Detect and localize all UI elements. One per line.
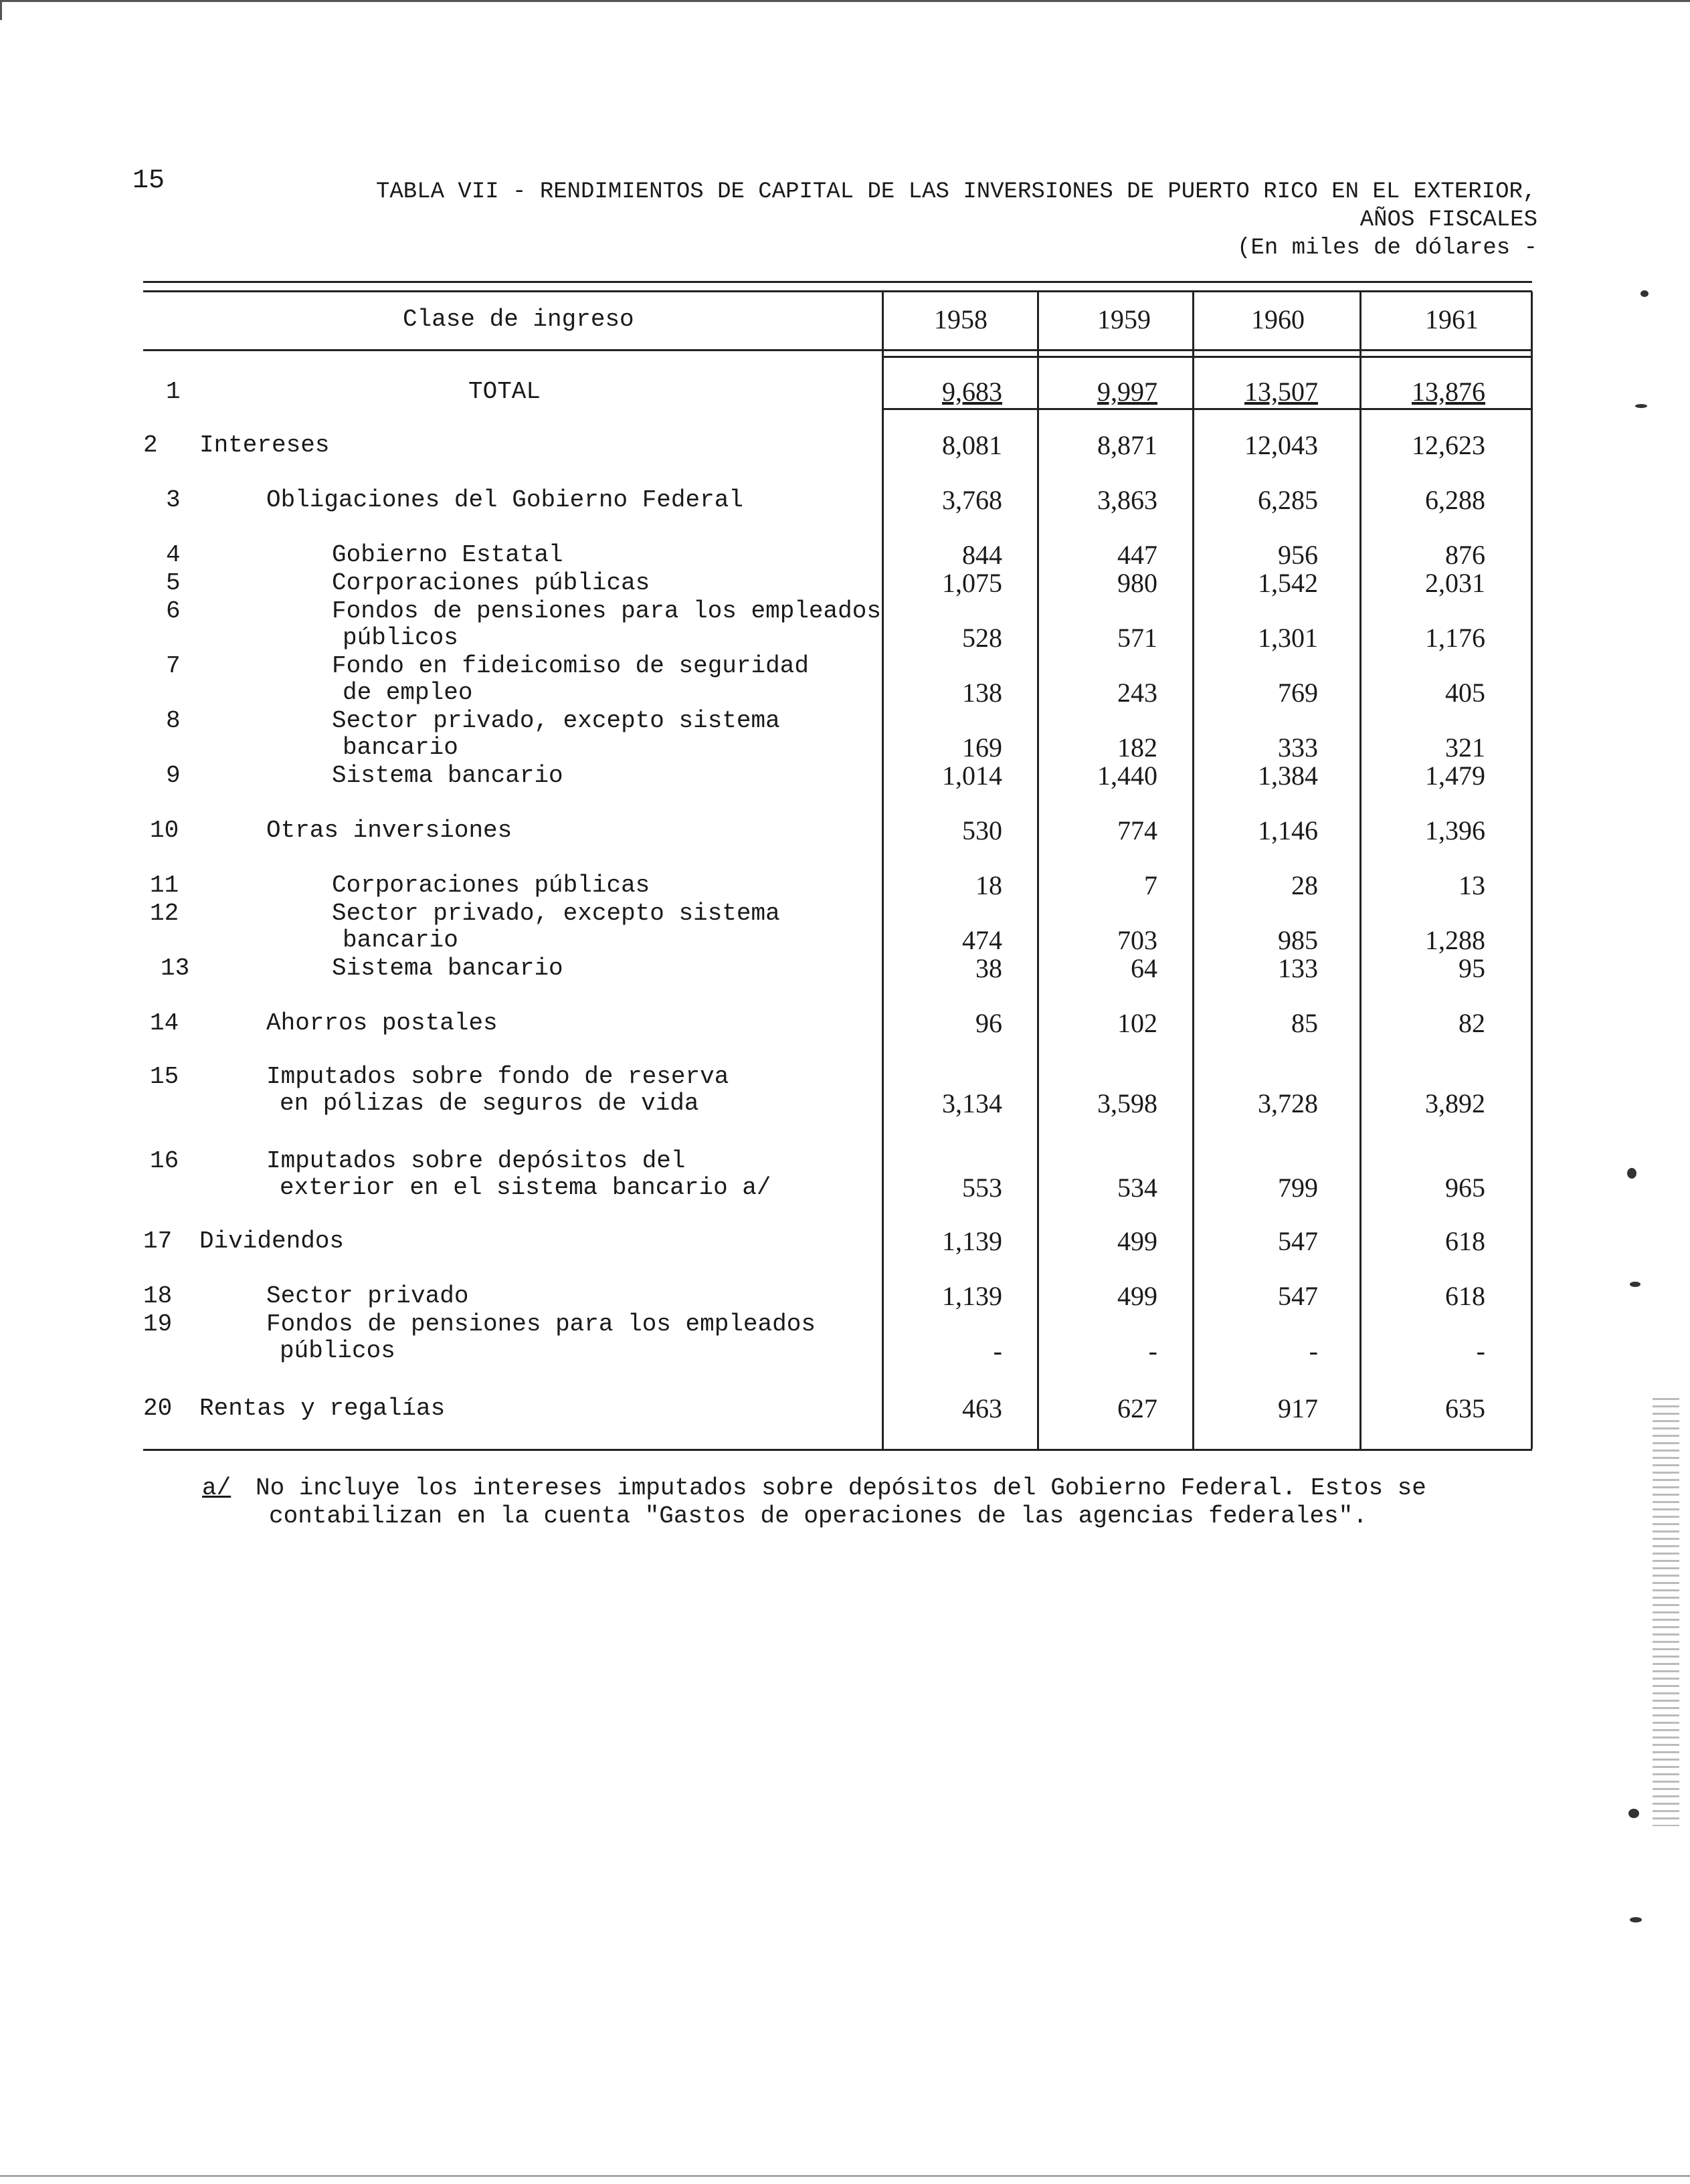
- value-cell-1961: 12,623: [1412, 430, 1485, 460]
- value-cell-1961: 95: [1459, 953, 1485, 983]
- row-label-continuation: de empleo: [343, 679, 473, 706]
- col-divider-5: [1531, 292, 1533, 1449]
- value-cell-1960: 547: [1278, 1226, 1318, 1256]
- value-cell-1958: 8,081: [942, 430, 1002, 460]
- value-cell-1959: 8,871: [1097, 430, 1157, 460]
- row-number: 10: [150, 817, 179, 844]
- value-cell-1959: 627: [1117, 1393, 1157, 1423]
- value-cell-1958: -: [993, 1336, 1002, 1366]
- value-cell-1960: 333: [1278, 732, 1318, 763]
- row-number: 15: [150, 1063, 179, 1090]
- page-number: 15: [132, 166, 165, 196]
- value-cell-1960: 1,384: [1258, 761, 1318, 791]
- row-number: 9: [166, 762, 181, 789]
- value-cell-1961: 1,479: [1425, 761, 1485, 791]
- header-bottom-rule: [143, 349, 1532, 351]
- row-label: Intereses: [199, 431, 330, 459]
- bottom-edge-line: [0, 2175, 1690, 2177]
- value-cell-1958: 1,139: [942, 1226, 1002, 1256]
- value-cell-1959: 9,997: [1097, 377, 1157, 407]
- table-units: (En miles de dólares -: [1237, 235, 1537, 261]
- value-cell-1959: 534: [1117, 1173, 1157, 1203]
- scan-speck: [1630, 1917, 1642, 1922]
- value-cell-1961: 13: [1459, 870, 1485, 900]
- row-label: TOTAL: [468, 378, 541, 405]
- footnote-line-1: No incluye los intereses imputados sobre depósitos del Gobierno Federal. Estos se: [256, 1474, 1426, 1502]
- col-divider-1: [882, 292, 884, 1449]
- row-number: 11: [150, 872, 179, 899]
- value-cell-1958: 844: [962, 540, 1002, 570]
- col-header-label: Clase de ingreso: [403, 306, 634, 333]
- value-cell-1959: 243: [1117, 678, 1157, 708]
- top-edge-line: [0, 0, 1690, 2]
- value-cell-1960: 1,542: [1258, 568, 1318, 598]
- value-cell-1961: 3,892: [1425, 1088, 1485, 1118]
- value-cell-1960: 6,285: [1258, 485, 1318, 515]
- left-edge-mark: [0, 0, 2, 20]
- scan-speck: [1627, 1168, 1636, 1179]
- col-header-1959: 1959: [1097, 304, 1151, 334]
- col-divider-3: [1192, 292, 1194, 1449]
- value-cell-1958: 463: [962, 1393, 1002, 1423]
- row-label: Obligaciones del Gobierno Federal: [266, 486, 743, 514]
- value-cell-1958: 1,139: [942, 1281, 1002, 1311]
- value-cell-1960: 13,507: [1244, 377, 1318, 407]
- value-cell-1959: 774: [1117, 815, 1157, 846]
- value-cell-1961: 876: [1445, 540, 1485, 570]
- row-label-continuation: en pólizas de seguros de vida: [280, 1090, 699, 1117]
- col-header-1961: 1961: [1425, 304, 1479, 334]
- row-label: Dividendos: [199, 1227, 345, 1255]
- value-cell-1960: 85: [1291, 1008, 1318, 1038]
- value-cell-1960: 1,301: [1258, 623, 1318, 653]
- value-cell-1960: 769: [1278, 678, 1318, 708]
- value-cell-1961: 965: [1445, 1173, 1485, 1203]
- scan-speck: [1640, 290, 1649, 297]
- value-cell-1958: 96: [975, 1008, 1002, 1038]
- footnote-line-2: contabilizan en la cuenta "Gastos de operaciones de las agencias federales".: [269, 1502, 1368, 1530]
- row-label-continuation: públicos: [343, 624, 458, 652]
- value-cell-1959: 980: [1117, 568, 1157, 598]
- value-cell-1960: 799: [1278, 1173, 1318, 1203]
- value-cell-1959: 447: [1117, 540, 1157, 570]
- value-cell-1961: 82: [1459, 1008, 1485, 1038]
- row-label: Sector privado, excepto sistema: [332, 707, 780, 734]
- col-header-1960: 1960: [1251, 304, 1305, 334]
- row-number: 18: [143, 1282, 173, 1310]
- value-cell-1960: 1,146: [1258, 815, 1318, 846]
- row-number: 12: [150, 900, 179, 927]
- value-cell-1960: -: [1309, 1336, 1318, 1366]
- row-number: 3: [166, 486, 181, 514]
- row-label-continuation: bancario: [343, 926, 458, 954]
- row-number: 5: [166, 569, 181, 597]
- value-cell-1959: 571: [1117, 623, 1157, 653]
- table-title: TABLA VII - RENDIMIENTOS DE CAPITAL DE LAS INVERSIONES DE PUERTO RICO EN EL EXTERIOR,: [376, 179, 1537, 205]
- row-label-continuation: públicos: [280, 1337, 395, 1365]
- row-label: Corporaciones públicas: [332, 872, 650, 899]
- row-label-continuation: exterior en el sistema bancario a/: [280, 1174, 771, 1201]
- value-cell-1958: 1,014: [942, 761, 1002, 791]
- value-cell-1958: 530: [962, 815, 1002, 846]
- value-cell-1959: 7: [1144, 870, 1157, 900]
- row-number: 16: [150, 1147, 179, 1175]
- value-cell-1959: 64: [1131, 953, 1157, 983]
- value-cell-1961: 405: [1445, 678, 1485, 708]
- col-header-1958: 1958: [934, 304, 988, 334]
- value-cell-1961: 1,288: [1425, 925, 1485, 955]
- row-label: Otras inversiones: [266, 817, 512, 844]
- value-cell-1958: 9,683: [942, 377, 1002, 407]
- row-number: 20: [143, 1395, 173, 1422]
- value-cell-1958: 169: [962, 732, 1002, 763]
- value-cell-1959: 3,863: [1097, 485, 1157, 515]
- row-label: Corporaciones públicas: [332, 569, 650, 597]
- row-number: 19: [143, 1310, 173, 1338]
- row-number: 2: [143, 431, 158, 459]
- col-divider-4: [1359, 292, 1362, 1449]
- col-divider-2: [1037, 292, 1039, 1449]
- value-cell-1958: 1,075: [942, 568, 1002, 598]
- row-label: Sector privado, excepto sistema: [332, 900, 780, 927]
- value-cell-1958: 553: [962, 1173, 1002, 1203]
- row-label: Gobierno Estatal: [332, 541, 563, 569]
- row-label: Ahorros postales: [266, 1009, 498, 1037]
- value-cell-1958: 18: [975, 870, 1002, 900]
- table-subtitle: AÑOS FISCALES: [1359, 207, 1537, 233]
- value-cell-1961: 618: [1445, 1226, 1485, 1256]
- footnote-mark: a/: [202, 1474, 231, 1502]
- scan-noise-strip: [1653, 1398, 1679, 1826]
- value-cell-1960: 917: [1278, 1393, 1318, 1423]
- total-bottom-rule: [882, 408, 1532, 410]
- row-number: 1: [166, 378, 181, 405]
- table-top-rule-1: [143, 281, 1532, 283]
- scan-speck: [1630, 1282, 1640, 1287]
- value-cell-1959: 102: [1117, 1008, 1157, 1038]
- value-cell-1961: 2,031: [1425, 568, 1485, 598]
- value-cell-1960: 28: [1291, 870, 1318, 900]
- row-label: Sistema bancario: [332, 762, 563, 789]
- row-number: 6: [166, 597, 181, 625]
- row-label-continuation: bancario: [343, 734, 458, 761]
- row-number: 8: [166, 707, 181, 734]
- value-cell-1961: 1,176: [1425, 623, 1485, 653]
- table-bottom-rule: [143, 1449, 1532, 1451]
- value-cell-1960: 547: [1278, 1281, 1318, 1311]
- value-cell-1959: 182: [1117, 732, 1157, 763]
- value-cell-1959: 1,440: [1097, 761, 1157, 791]
- value-cell-1958: 38: [975, 953, 1002, 983]
- row-label: Sector privado: [266, 1282, 469, 1310]
- value-cell-1959: 3,598: [1097, 1088, 1157, 1118]
- value-cell-1961: -: [1476, 1336, 1485, 1366]
- value-cell-1961: 635: [1445, 1393, 1485, 1423]
- row-label: Fondos de pensiones para los empleados: [332, 597, 881, 625]
- row-label: Fondo en fideicomiso de seguridad: [332, 652, 809, 680]
- row-number: 7: [166, 652, 181, 680]
- row-label: Sistema bancario: [332, 955, 563, 982]
- row-label: Fondos de pensiones para los empleados: [266, 1310, 816, 1338]
- value-cell-1961: 321: [1445, 732, 1485, 763]
- table-top-rule-2: [143, 290, 1532, 292]
- row-number: 14: [150, 1009, 179, 1037]
- value-cell-1959: 499: [1117, 1226, 1157, 1256]
- value-cell-1958: 474: [962, 925, 1002, 955]
- row-number: 17: [143, 1227, 173, 1255]
- value-cell-1960: 133: [1278, 953, 1318, 983]
- row-label: Imputados sobre fondo de reserva: [266, 1063, 729, 1090]
- value-cell-1959: 703: [1117, 925, 1157, 955]
- row-number: 4: [166, 541, 181, 569]
- value-cell-1958: 3,134: [942, 1088, 1002, 1118]
- value-cell-1960: 956: [1278, 540, 1318, 570]
- row-number: 13: [161, 955, 190, 982]
- value-cell-1958: 3,768: [942, 485, 1002, 515]
- value-cell-1961: 1,396: [1425, 815, 1485, 846]
- value-cell-1960: 985: [1278, 925, 1318, 955]
- total-top-rule: [882, 356, 1532, 358]
- value-cell-1959: 499: [1117, 1281, 1157, 1311]
- row-label: Rentas y regalías: [199, 1395, 446, 1422]
- value-cell-1961: 13,876: [1412, 377, 1485, 407]
- value-cell-1959: -: [1148, 1336, 1157, 1366]
- value-cell-1960: 3,728: [1258, 1088, 1318, 1118]
- scan-speck: [1628, 1809, 1639, 1818]
- value-cell-1961: 6,288: [1425, 485, 1485, 515]
- value-cell-1960: 12,043: [1244, 430, 1318, 460]
- value-cell-1961: 618: [1445, 1281, 1485, 1311]
- value-cell-1958: 138: [962, 678, 1002, 708]
- scan-speck: [1635, 404, 1647, 408]
- row-label: Imputados sobre depósitos del: [266, 1147, 686, 1175]
- value-cell-1958: 528: [962, 623, 1002, 653]
